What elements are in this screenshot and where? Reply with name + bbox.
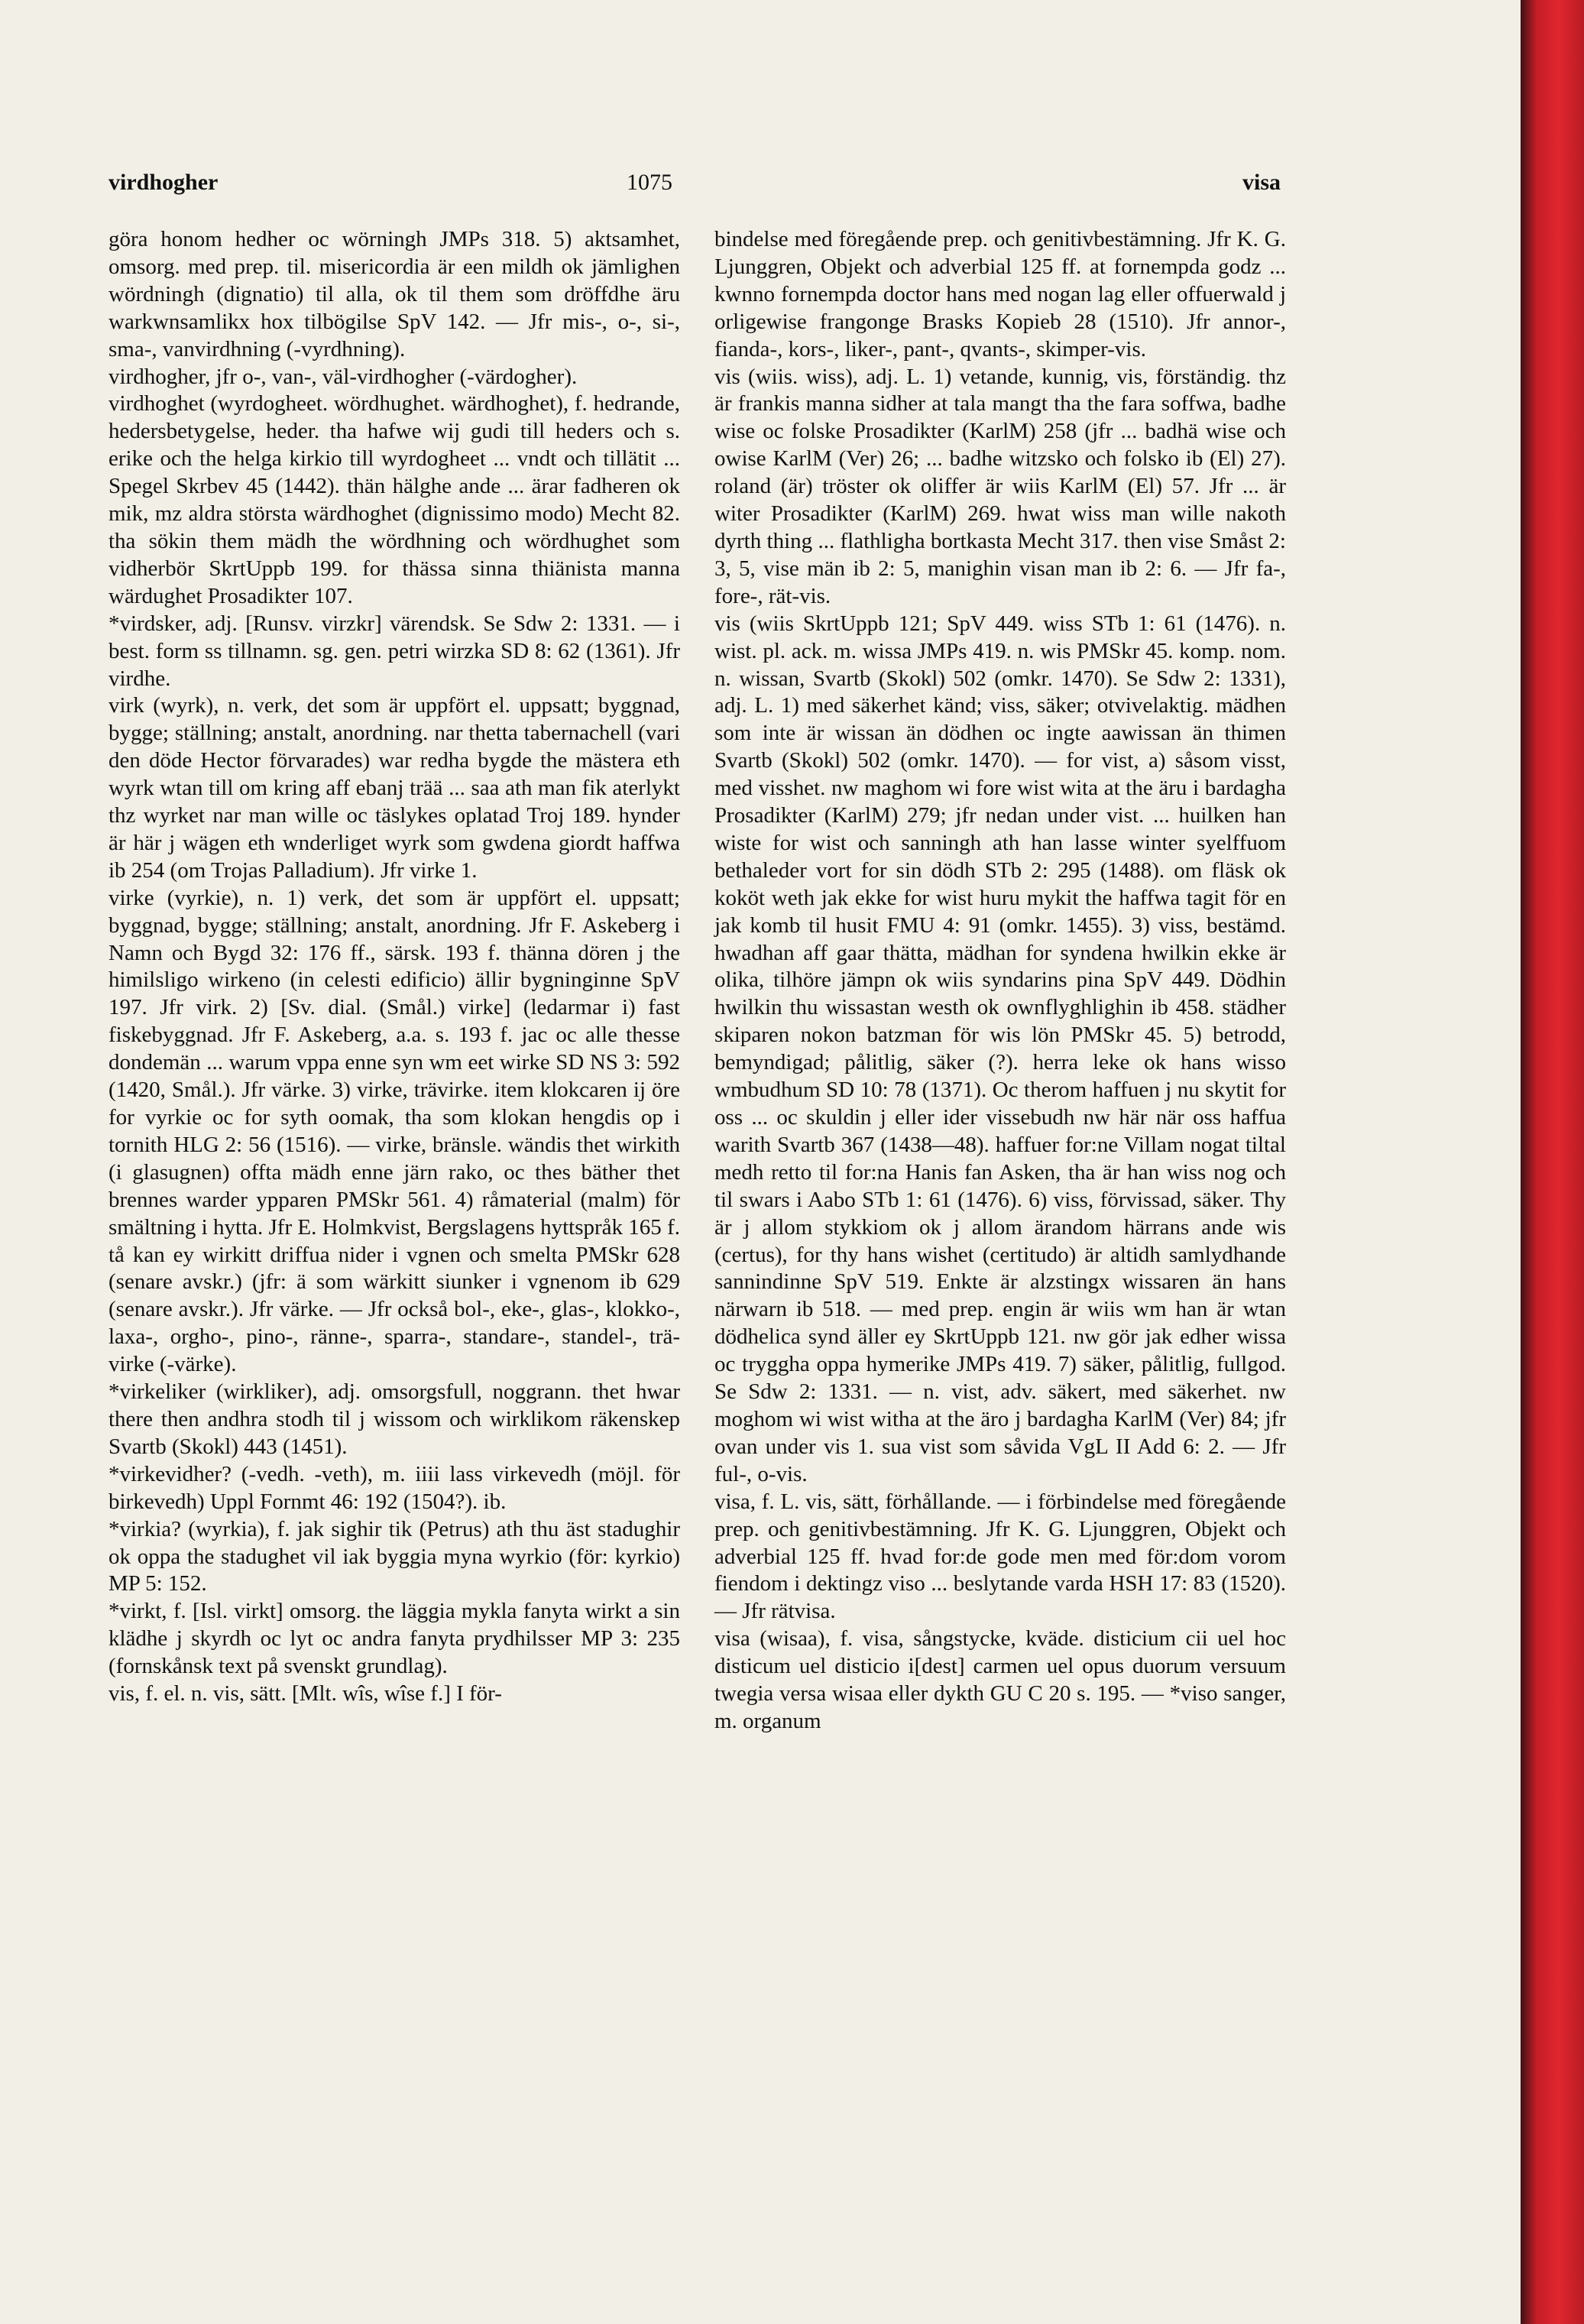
entry-paragraph: vis (wiis SkrtUppb 121; SpV 449. wiss STb 1: 61 (1476). n. wist. pl. ack. m. wissa JMPs 419. n. wis PMSkr 45. komp. nom. n. wissan, Svartb (Skokl) 502 (omkr. 1470). Se Sdw 2: 1331), adj. L. 1) med säkerhet känd; viss, säker; otvivelaktig. mädhen som inte är wissan än dödhen oc ingte aawissan än thimen Svartb (Skokl) 502 (omkr. 1470). — for vist, a) såsom visst, med visshet. nw maghom wi fore wist wita at the äru i bardagha Prosadikter (KarlM) 279; jfr nedan under vist. ... huilken han wiste for wist och sanningh ath han lasse winter syelffuom bethaleder vort for sin dödh STb 2: 295 (1488). om fläsk ok koköt weth jak ekke for wist huru mykit the haffwa tagit för en jak komb til husit FMU 4: 91 (omkr. 1455). 3) viss, bestämd. hwadhan aff gaar thätta, mädhan for syndena hwilkin ekke är olika, tilhöre jämpn ok wiis syndarins pina SpV 449. Dödhin hwilkin thu wissastan westh ok ownflyghlighin ib 458. städher skiparen nokon batzman för wis lön PMSkr 45. 5) betrodd, bemyndigad; pålitlig, säker (?). herra leke ok hans wisso wmbudhum SD 10: 78 (1371). Oc therom haffuen j nu skytit for oss ... oc skuldin j eller ider vissebudh nw här när oss haffua warith Svartb 367 (1438—48). haffuer for:ne Villam nogat tiltal medh retto til for:na Hanis fan Asken, tha är han wiss nog och til swars i Aabo STb 1: 61 (1476). 6) viss, förvissad, säker. Thy är j allom stykkiom ok j allom ärandom härrans ande wis (certus), for thy hans wishet (certitudo) är altidh samlydhande sannindinne SpV 519. Enkte är alzstingx wissaren än hans närwarn ib 518. — med prep. engin är wiis wm han är wtan dödhelica synd äller ey SkrtUppb 121. nw gör jak edher wissa oc tryggha oppa hymerike JMPs 419. 7) säker, pålitlig, fullgod. Se Sdw 2: 1331. — n. vist, adv. säkert, med säkerhet. nw moghom wi wist witha at the äro j bardagha KarlM (Ver) 84; jfr ovan under vis 1. sua vist som såvida VgL II Add 6: 2. — Jfr ful-, o-vis. — [714, 611, 1286, 1486]
entry-paragraph: vis, f. el. n. vis, sätt. [Mlt. wîs, wîse f.] I för- — [109, 1681, 502, 1707]
entry-paragraph: vis (wiis. wiss), adj. L. 1) vetande, kunnig, vis, förständig. thz är frankis manna sidher at tala mangt tha the fara soffwa, badhe wise oc folske Prosadikter (KarlM) 258 (jfr ... badhä wise och owise KarlM (Ver) 26; ... badhe witzsko och folsko ib (El) 27). roland (är) tröster ok oliffer är wiis KarlM (El) 57. Jfr ... är witer Prosadikter (KarlM) 269. hwat wiss man wille nakoth dyrth thing ... flathligha bortkasta Mecht 317. then vise Småst 2: 3, 5, vise män ib 2: 5, manighin visan man ib 2: 6. — Jfr fa-, fore-, rät-vis. — [714, 364, 1286, 608]
entry-paragraph: virke (vyrkie), n. 1) verk, det som är uppfört el. uppsatt; byggnad, bygge; ställning; anstalt, anordning. Jfr F. Askeberg i Namn och Bygd 32: 176 ff., särsk. 193 f. thänna dören j the himilsligo wirkeno (in celesti edificio) ällir bygninginne SpV 197. Jfr virk. 2) [Sv. dial. (Smål.) virke] (ledarmar i) fast fiskebyggnad. Jfr F. Askeberg, a.a. s. 193 f. jac oc alle thesse dondemän ... warum vppa enne syn wm eet wirke SD NS 3: 592 (1420, Smål.). Jfr värke. 3) virke, trävirke. item klokcaren ij öre for vyrkie oc for syth oomak, tha som klokan hengdis op i tornith HLG 2: 56 (1516). — virke, bränsle. wändis thet wirkith (i glasugnen) offta mädh enne järn rako, oc thes bäther thet brennes warder ypparen PMSkr 561. 4) råmaterial (malm) för smältning i hytta. Jfr E. Holmkvist, Bergslagens hyttspråk 165 f. tå kan ey wirkitt driffua nider i vgnen och smelta PMSkr 628 (senare avskr.) (jfr: ä som wärkitt siunker i vgnenom ib 629 (senare avskr.). Jfr värke. — Jfr också bol-, eke-, glas-, klokko-, laxa-, orgho-, pino-, ränne-, sparra-, standare-, standel-, trä-virke (-värke). — [109, 885, 680, 1377]
entry-paragraph: visa, f. L. vis, sätt, förhållande. — i förbindelse med föregående prep. och genitivbestämning. Jfr K. G. Ljunggren, Objekt och adverbial 125 ff. hvad for:de gode men med för:dom vorom fiendom i dektingz viso ... beslytande varda HSH 17: 83 (1520). — Jfr rätvisa. — [714, 1489, 1286, 1624]
entry-paragraph: virdhoghet (wyrdogheet. wördhughet. wärdhoghet), f. hedrande, hedersbetygelse, heder. tha hafwe wij gudi till heders och s. erike och the helga kirkio till wyrdogheet ... vndt och tillätit ... Spegel Skrbev 45 (1442). thän hälghe ande ... ärar fadheren ok mik, mz aldra största wärdhoghet (dignissimo modo) Mecht 82. tha sökin them mädh the wördhning och wördhughet som vidherbör SkrtUppb 199. for thässa sinna thiänista manna wärdughet Prosadikter 107. — [109, 391, 680, 608]
entry-paragraph: *virkeliker (wirkliker), adj. omsorgsfull, noggrann. thet hwar there then andhra stodh til j wissom och wirklikom räkenskep Svartb (Skokl) 443 (1451). — [109, 1379, 680, 1459]
right-column — [714, 226, 1286, 1736]
entry-paragraph: virdhogher, jfr o-, van-, väl-virdhogher (-värdogher). — [109, 364, 578, 389]
red-binding-edge — [1521, 0, 1584, 2324]
entry-paragraph: bindelse med föregående prep. och genitivbestämning. Jfr K. G. Ljunggren, Objekt och adverbial 125 ff. at fornempda godz ... kwnno fornempda doctor hans med nogan lag eller offuerwald j orligewise frangonge Brasks Kopieb 28 (1510). Jfr annor-, fianda-, kors-, liker-, pant-, qvants-, skimper-vis. — [714, 227, 1286, 361]
running-head-left: virdhogher — [109, 170, 219, 195]
entry-paragraph: virk (wyrk), n. verk, det som är uppfört el. uppsatt; byggnad, bygge; ställning; anstalt, anordning. nar thetta tabernachell (vari den döde Hector förvarades) war redha bygde the mästera eth wyrk wtan till om kring aff ebanj trää ... saa ath man fik aterlykt thz wyrket nar man wille oc täslykes oplatad Troj 189. hynder är här j wägen eth wnderliget wyrk som gwdena giordt haffwa ib 254 (om Trojas Palladium). Jfr virke 1. — [109, 693, 680, 883]
entry-paragraph: *virkevidher? (-vedh. -veth), m. iiii lass virkevedh (möjl. för birkevedh) Uppl Fornmt 46: 192 (1504?). ib. — [109, 1461, 680, 1514]
entry-paragraph: *virdsker, adj. [Runsv. virzkr] värendsk. Se Sdw 2: 1331. — i best. form ss tillnamn. sg. gen. petri wirzka SD 8: 62 (1361). Jfr virdhe. — [109, 611, 680, 691]
running-head-right: visa — [1242, 170, 1281, 195]
left-column — [109, 226, 680, 1708]
entry-paragraph: visa (wisaa), f. visa, sångstycke, kväde. disticium cii uel hoc disticum uel disticio i[dest] carmen uel opus duorum versuum twegia versa wisaa eller dykth GU C 20 s. 195. — *viso sanger, m. organum — [714, 1626, 1286, 1733]
page-number: 1075 — [627, 170, 672, 195]
entry-paragraph: göra honom hedher oc wörningh JMPs 318. 5) aktsamhet, omsorg. med prep. til. misericordia är een mildh ok jämlighen wördningh (dignatio) til alla, ok til them som dröffdhe äru warkwnsamlikx hox tilbögilse SpV 142. — Jfr mis-, o-, si-, sma-, vanvirdhning (-vyrdhning). — [109, 227, 680, 361]
entry-paragraph: *virkt, f. [Isl. virkt] omsorg. the läggia mykla fanyta wirkt a sin klädhe j skyrdh oc lyt oc andra fanyta prydhilsser MP 3: 235 (fornskånsk text på svenskt grundlag). — [109, 1599, 680, 1679]
entry-paragraph: *virkia? (wyrkia), f. jak sighir tik (Petrus) ath thu äst stadughir ok oppa the stadughet vil iak byggia myna wyrkio (för: kyrkio) MP 5: 152. — [109, 1516, 680, 1596]
